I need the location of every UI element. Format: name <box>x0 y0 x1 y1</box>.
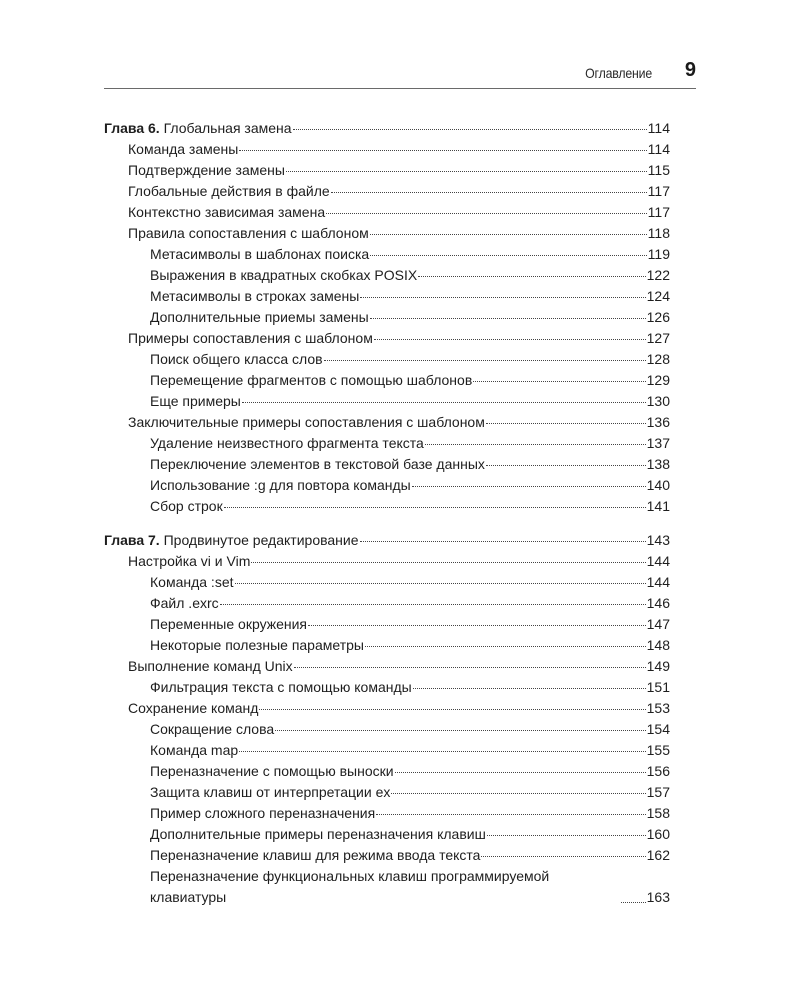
toc-page-number: 137 <box>646 435 670 451</box>
toc-page-number: 119 <box>647 246 670 262</box>
toc-entry-title: Контекстно зависимая замена <box>128 204 326 220</box>
dot-leader <box>220 604 646 605</box>
toc-page-number: 156 <box>646 763 670 779</box>
toc-subentry[interactable] <box>104 782 670 803</box>
toc-subentry[interactable] <box>104 307 670 328</box>
dot-leader <box>486 465 646 466</box>
toc-entry-title: Переключение элементов в текстовой базе данных <box>150 456 485 472</box>
toc-page-number: 163 <box>646 889 670 905</box>
toc-page-number: 154 <box>646 721 670 737</box>
toc-subentry[interactable] <box>104 635 670 656</box>
toc-entry-title: Переназначение клавиш для режима ввода текста <box>150 847 481 863</box>
toc-page-number: 117 <box>647 183 670 199</box>
running-header <box>104 59 696 89</box>
chapter-prefix: Глава 7. <box>104 532 160 548</box>
toc-entry[interactable] <box>104 328 670 349</box>
toc-page-number: 144 <box>646 553 670 569</box>
dot-leader <box>370 255 647 256</box>
toc-entry[interactable] <box>104 698 670 719</box>
dot-leader <box>294 667 646 668</box>
toc-entry-title: Глобальные действия в файле <box>128 183 330 199</box>
toc-subentry[interactable] <box>104 677 670 698</box>
toc-entry-title: Сбор строк <box>150 498 223 514</box>
toc-subentry[interactable] <box>104 761 670 782</box>
toc-entry-title: Защита клавиш от интерпретации ex <box>150 784 391 800</box>
toc-entry[interactable] <box>104 181 670 202</box>
dot-leader <box>293 129 647 130</box>
toc-page-number: 136 <box>646 414 670 430</box>
toc-entry[interactable] <box>104 656 670 677</box>
toc-page-number: 115 <box>647 162 670 178</box>
toc-subentry[interactable] <box>104 370 670 391</box>
dot-leader <box>360 541 646 542</box>
toc-subentry[interactable] <box>104 740 670 761</box>
toc-entry-title: Правила сопоставления с шаблоном <box>128 225 369 241</box>
toc-subentry[interactable] <box>104 593 670 614</box>
toc-entry-title: Удаление неизвестного фрагмента текста <box>150 435 424 451</box>
dot-leader <box>621 902 646 903</box>
dot-leader <box>360 297 645 298</box>
toc-page-number: 122 <box>646 267 670 283</box>
toc-subentry[interactable] <box>104 614 670 635</box>
toc-page-number: 162 <box>646 847 670 863</box>
dot-leader <box>374 339 646 340</box>
dot-leader <box>425 444 646 445</box>
toc-subentry[interactable] <box>104 572 670 593</box>
dot-leader <box>481 856 645 857</box>
chapter-title: Глобальная замена <box>163 120 292 136</box>
dot-leader <box>259 709 645 710</box>
dot-leader <box>331 192 647 193</box>
toc-entry-title: Пример сложного переназначения <box>150 805 376 821</box>
toc-page-number: 129 <box>646 372 670 388</box>
toc-page-number: 141 <box>646 498 670 514</box>
toc-page-number: 158 <box>646 805 670 821</box>
toc-subentry[interactable] <box>104 719 670 740</box>
toc-entry-title: Заключительные примеры сопоставления с шаблоном <box>128 414 485 430</box>
toc-entry-title: Выполнение команд Unix <box>128 658 293 674</box>
toc-subentry[interactable] <box>104 824 670 845</box>
toc-page-number: 138 <box>646 456 670 472</box>
toc-page-number: 157 <box>646 784 670 800</box>
toc-subentry[interactable] <box>104 433 670 454</box>
toc-entry-title: Сохранение команд <box>128 700 259 716</box>
toc-entry[interactable] <box>104 202 670 223</box>
dot-leader <box>370 318 646 319</box>
toc-entry-title: Команда :set <box>150 574 234 590</box>
dot-leader <box>376 814 645 815</box>
toc-entry-title: Использование :g для повтора команды <box>150 477 411 493</box>
toc-page-number: 127 <box>646 330 670 346</box>
dot-leader <box>326 213 647 214</box>
toc-page-number: 160 <box>646 826 670 842</box>
dot-leader <box>239 751 645 752</box>
toc-entry-title: Фильтрация текста с помощью команды <box>150 679 412 695</box>
dot-leader <box>391 793 645 794</box>
toc-entry-title: Сокращение слова <box>150 721 275 737</box>
dot-leader <box>412 486 646 487</box>
dot-leader <box>275 730 645 731</box>
toc-chapter-heading[interactable] <box>104 118 670 139</box>
toc-entry-title: Переназначение с помощью выноски <box>150 763 394 779</box>
toc-entry-title: Дополнительные приемы замены <box>150 309 369 325</box>
toc-entry-title: Поиск общего класса слов <box>150 351 323 367</box>
toc-entry-title: Еще примеры <box>150 393 241 409</box>
chapter-prefix: Глава 6. <box>104 120 160 136</box>
toc-entry-title: Примеры сопоставления с шаблоном <box>128 330 373 346</box>
dot-leader <box>251 562 645 563</box>
dot-leader <box>224 507 646 508</box>
toc-entry[interactable] <box>104 551 670 572</box>
toc-entry[interactable] <box>104 412 670 433</box>
running-header-title: Оглавление <box>585 65 652 81</box>
toc-entry[interactable] <box>104 223 670 244</box>
toc-page-number: 128 <box>646 351 670 367</box>
toc-page-number: 130 <box>646 393 670 409</box>
toc-entry-title: Файл .exrc <box>150 595 219 611</box>
toc-page-number: 155 <box>646 742 670 758</box>
toc-page-number: 153 <box>646 700 670 716</box>
toc-page-number: 117 <box>647 204 670 220</box>
toc-entry-title: Дополнительные примеры переназначения клавиш <box>150 826 486 842</box>
toc-page-number: 126 <box>646 309 670 325</box>
dot-leader <box>239 150 646 151</box>
dot-leader <box>395 772 646 773</box>
dot-leader <box>308 625 646 626</box>
toc-subentry[interactable] <box>104 286 670 307</box>
toc-entry-title: Команда map <box>150 742 239 758</box>
dot-leader <box>486 423 646 424</box>
toc-entry[interactable] <box>104 139 670 160</box>
toc-subentry[interactable] <box>104 496 670 517</box>
toc-entry-title: Выражения в квадратных скобках POSIX <box>150 267 418 283</box>
toc-entry[interactable] <box>104 160 670 181</box>
dot-leader <box>286 171 647 172</box>
dot-leader <box>324 360 646 361</box>
toc-page-number: 114 <box>647 120 670 136</box>
page-number: 9 <box>684 59 696 81</box>
toc-page-number: 149 <box>646 658 670 674</box>
dot-leader <box>418 276 645 277</box>
toc-page-number: 124 <box>646 288 670 304</box>
dot-leader <box>365 646 646 647</box>
toc-page-number: 140 <box>646 477 670 493</box>
toc-subentry[interactable] <box>104 265 670 286</box>
toc-subentry[interactable] <box>104 349 670 370</box>
dot-leader <box>242 402 646 403</box>
toc-page-number: 118 <box>647 225 670 241</box>
toc-entry-title: Перемещение фрагментов с помощью шаблонов <box>150 372 473 388</box>
dot-leader <box>487 835 646 836</box>
toc-entry-title: Настройка vi и Vim <box>128 553 251 569</box>
toc-subentry[interactable] <box>104 475 670 496</box>
toc-entry-title: Переменные окружения <box>150 616 308 632</box>
toc-page-number: 143 <box>646 532 670 548</box>
toc-entry-title: Некоторые полезные параметры <box>150 637 364 653</box>
chapter-title: Продвинутое редактирование <box>163 532 359 548</box>
dot-leader <box>413 688 646 689</box>
toc-page-number: 114 <box>647 141 670 157</box>
toc-entry-title: Метасимволы в шаблонах поиска <box>150 246 370 262</box>
toc-entry-title: Метасимволы в строках замены <box>150 288 360 304</box>
toc-page-number: 146 <box>646 595 670 611</box>
chapter-7 <box>104 530 670 908</box>
toc-page-number: 147 <box>646 616 670 632</box>
toc-subentry[interactable] <box>104 391 670 412</box>
chapter-6 <box>104 118 670 517</box>
dot-leader <box>473 381 645 382</box>
toc-entry-title: Подтверждение замены <box>128 162 285 178</box>
dot-leader <box>235 583 646 584</box>
toc-subentry[interactable] <box>104 454 670 475</box>
toc-page-number: 148 <box>646 637 670 653</box>
toc-page-number: 144 <box>646 574 670 590</box>
toc-subentry[interactable] <box>104 866 670 908</box>
toc-page-number: 151 <box>646 679 670 695</box>
dot-leader <box>370 234 647 235</box>
toc-subentry[interactable] <box>104 803 670 824</box>
toc-chapter-heading[interactable] <box>104 530 670 551</box>
toc-subentry[interactable] <box>104 244 670 265</box>
toc-subentry[interactable] <box>104 845 670 866</box>
toc-entry-title: Команда замены <box>128 141 239 157</box>
toc-entry-title: Переназначение функциональных клавиш программируемой клавиатуры <box>150 868 550 905</box>
table-of-contents <box>104 118 670 921</box>
